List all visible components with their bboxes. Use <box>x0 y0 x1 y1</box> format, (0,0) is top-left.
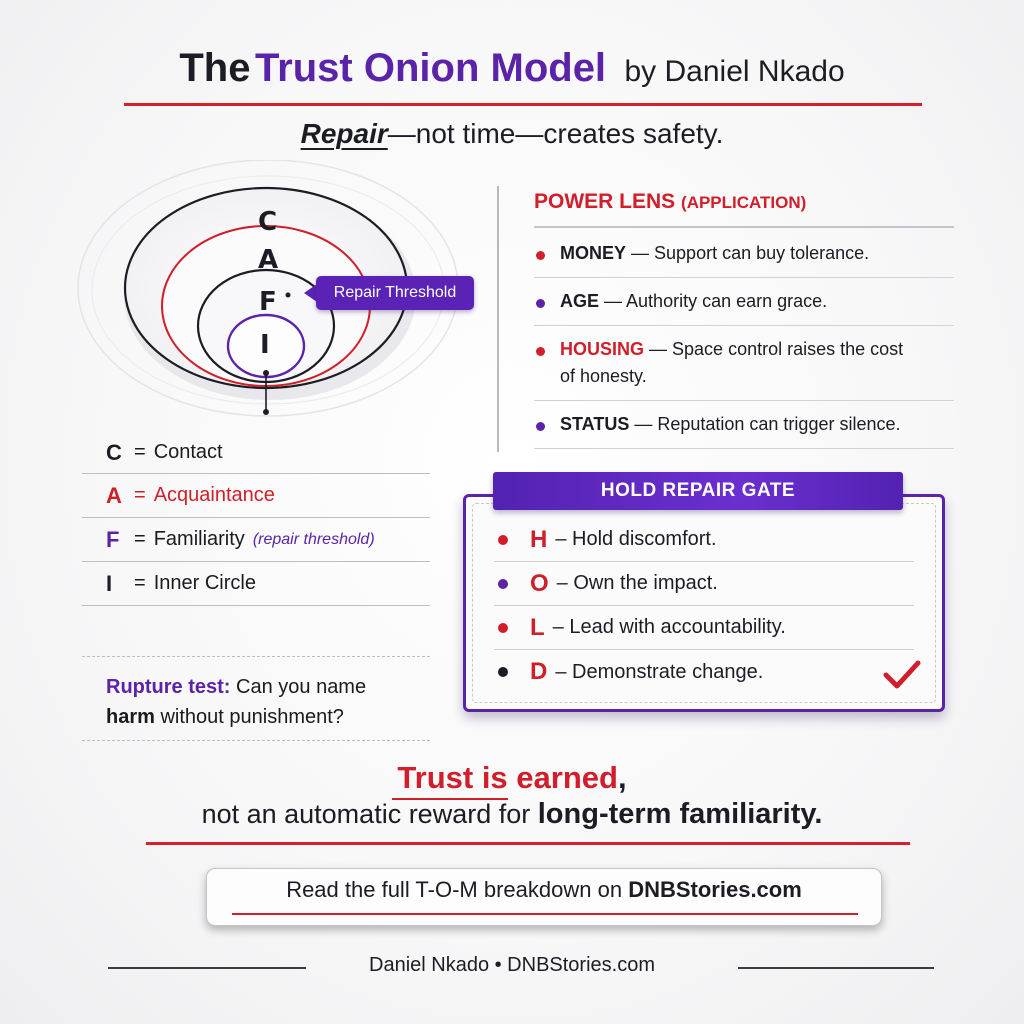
conclusion-plain: not an automatic reward for <box>201 799 531 829</box>
conclusion-line-2 <box>0 798 1024 831</box>
power-text: — Space control raises the cost of honesty. <box>560 339 904 386</box>
legend-row <box>82 474 430 518</box>
rupture-text-2: without punishment? <box>160 706 344 728</box>
repair-threshold-callout: Repair Threshold <box>316 276 474 310</box>
power-lens-item <box>534 326 954 401</box>
power-key: AGE <box>560 291 600 311</box>
cta-link[interactable]: DNBStories.com <box>628 877 802 902</box>
legend-row <box>82 518 430 562</box>
legend-equals: = <box>134 528 146 550</box>
legend-letter: A <box>106 482 122 508</box>
cta-underline <box>232 913 858 915</box>
power-key: MONEY <box>560 243 627 263</box>
power-lens-title <box>534 190 806 214</box>
ring-letter-i: I <box>260 330 270 360</box>
conclusion-divider <box>146 842 910 845</box>
legend-equals: = <box>134 441 146 463</box>
rupture-bold: harm <box>106 706 155 728</box>
footer-line-right <box>738 967 934 969</box>
title-prefix: The <box>179 46 251 90</box>
legend-label: Contact <box>153 441 223 463</box>
onion-legend <box>82 432 430 606</box>
legend-label: Familiarity <box>153 528 245 550</box>
power-lens-item <box>534 278 954 326</box>
ring-letter-a: A <box>258 245 279 275</box>
checkmark-icon <box>882 658 922 692</box>
title-byline: by Daniel Nkado <box>624 55 845 88</box>
conclusion-bold: long-term familiarity. <box>537 798 823 830</box>
hold-letter: O <box>530 569 549 597</box>
power-key: STATUS <box>560 414 630 434</box>
legend-row <box>82 432 430 474</box>
bullet-dot <box>536 251 545 260</box>
conclusion-highlight: Trust is earned <box>397 760 618 795</box>
onion-axis-dot-top <box>263 370 269 376</box>
hold-text: – Demonstrate change. <box>555 660 764 683</box>
power-key: HOUSING <box>560 339 645 359</box>
power-text: — Reputation can trigger silence. <box>634 414 901 434</box>
rupture-test <box>106 672 436 732</box>
legend-letter: I <box>106 570 113 596</box>
legend-label: Acquaintance <box>153 484 275 506</box>
rupture-label: Rupture test: <box>106 676 231 698</box>
tagline <box>0 118 1024 150</box>
title-main: Trust Onion Model <box>254 46 607 90</box>
ring-letter-c: C <box>258 207 278 237</box>
footer-text: Daniel Nkado • DNBStories.com <box>369 954 655 976</box>
hold-gate-item <box>494 650 914 694</box>
page-title <box>0 46 1024 91</box>
power-lens-subheading: (APPLICATION) <box>681 193 807 212</box>
hold-gate-item <box>494 606 914 650</box>
hold-gate-title: HOLD REPAIR GATE <box>493 472 903 510</box>
hold-letter: D <box>530 658 548 685</box>
ring-letter-f: F <box>259 287 277 317</box>
hold-gate-item <box>494 518 914 562</box>
bullet-dot <box>498 623 508 633</box>
power-text: — Authority can earn grace. <box>604 291 828 311</box>
hold-letter: H <box>530 525 548 553</box>
tagline-rest: —not time—creates safety. <box>387 118 724 149</box>
conclusion-line-1 <box>0 760 1024 796</box>
legend-equals: = <box>134 484 146 506</box>
power-lens-underline <box>534 226 954 228</box>
legend-row <box>82 562 430 606</box>
hold-gate-item <box>494 562 914 606</box>
power-lens-item <box>534 401 954 449</box>
hold-text: – Hold discomfort. <box>555 528 717 550</box>
power-text: — Support can buy tolerance. <box>631 243 870 263</box>
rupture-divider-bottom <box>82 740 430 741</box>
bullet-dot <box>498 579 508 589</box>
hold-letter: L <box>530 613 545 641</box>
hold-gate-list <box>494 518 914 694</box>
legend-label: Inner Circle <box>153 572 256 594</box>
bullet-dot <box>536 422 545 431</box>
power-lens-item <box>534 230 954 278</box>
cta-text[interactable] <box>206 877 882 903</box>
rupture-divider-top <box>82 656 430 657</box>
bullet-dot <box>498 535 508 545</box>
bullet-dot <box>498 667 508 677</box>
legend-equals: = <box>134 572 146 594</box>
legend-letter: C <box>106 439 122 465</box>
bullet-dot <box>536 347 545 356</box>
power-lens-list <box>534 230 954 449</box>
vertical-divider <box>497 186 499 452</box>
legend-note: (repair threshold) <box>252 530 375 548</box>
legend-letter: F <box>106 526 120 552</box>
rupture-text-1: Can you name <box>236 676 367 698</box>
conclusion-comma: , <box>617 760 627 795</box>
power-lens-heading: POWER LENS <box>534 190 676 213</box>
title-divider <box>124 103 922 106</box>
onion-axis-dot-bottom <box>263 409 269 415</box>
hold-text: – Lead with accountability. <box>552 616 786 638</box>
bullet-dot <box>536 299 545 308</box>
tagline-emphasis: Repair <box>300 118 388 149</box>
threshold-dot <box>286 293 291 298</box>
hold-text: – Own the impact. <box>556 572 718 594</box>
cta-label: Read the full T-O-M breakdown on <box>286 877 623 902</box>
